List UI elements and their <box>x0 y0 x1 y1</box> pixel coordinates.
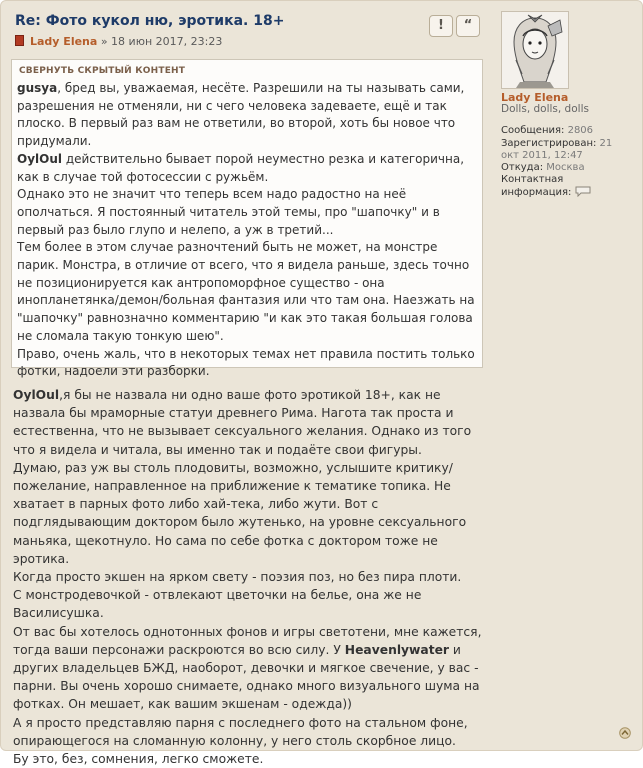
speech-bubble-icon[interactable] <box>575 186 591 197</box>
spoiler-paragraph: gusya, бред вы, уважаемая, несёте. Разрешили на ты называть сами, разрешения не отменяли, ни с чего человека задеваете, ещё и так плоско. В первый раз вам не ответили, во второй, хоть бы новое что придумали. <box>17 81 465 149</box>
username-mention[interactable]: OylOul <box>13 388 60 402</box>
post-icon[interactable] <box>15 35 24 46</box>
profile-rank: Dolls, dolls, dolls <box>501 103 589 115</box>
messages-count[interactable]: 2806 <box>567 125 594 136</box>
profile-registered-date: окт 2011, 12:47 <box>501 150 583 161</box>
content-paragraph: От вас бы хотелось однотонных фонов и игры светотени, мне кажется, тогда ваши персонажи раскроются во всю силу. У Heavenlywater и других владельцев БЖД, наоборот, девочки и мягкое свечение, у вас - парни. Вы очень хорошо снимаете, однако много визуального шума на фотках. Он мешает, как вашим экшенам - одежда)) <box>13 624 482 712</box>
spoiler-paragraph: Однако это не значит что теперь всем надо радостно на неё ополчаться. Я постоянный читатель этой темы, про "шапочку" и в первый раз было глупо и нелепо, а уж в третий... <box>17 187 440 237</box>
profile-contact-label: Контактная <box>501 174 564 185</box>
content-paragraph: Думаю, раз уж вы столь плодовиты, возможно, услышите критику/пожелание, направленное на приближение к тематике топика. Не хватает в парных фото либо хай-тека, либо жути. Вот с подглядывающим доктором было жутенько, на уровне сексуального маньяка, щекотнуло. Но сама по себе фотка с доктором тоже не эротика. <box>13 460 467 566</box>
profile-registered: Зарегистрирован: 21 <box>501 138 613 149</box>
quote-icon: “ <box>463 18 473 33</box>
content-paragraph: С монстродевочкой - отвлекают цветочки на белье, она же не Василисушка. <box>13 588 422 621</box>
post-content <box>13 386 483 768</box>
avatar-image <box>502 12 568 88</box>
back-to-top-icon[interactable] <box>619 727 631 739</box>
profile-messages: Сообщения: 2806 <box>501 125 594 136</box>
spoiler-paragraph: OylOul действительно бывает порой неуместно резка и категорична, как в случае той фотосессии с ружьём. <box>17 151 465 184</box>
content-paragraph: А я просто представляю парня с последнего фото на стальном фоне, опирающегося на сломанную колонну, у него столь скорбное лицо. <box>13 715 468 748</box>
spoiler-paragraph: Тем более в этом случае разночтений быть не может, на монстре парик. Монстра, в отличие от всего, что я видела раньше, здесь точно не позиционируется как антропоморфное существо - она инопланетянка/демон/больная фантазия или что там она. Наезжать на "шапочку" равнозначно комментарию "и как это такая большая голова не сломала такую тонкую шею". <box>17 240 475 343</box>
report-icon: ! <box>438 18 444 33</box>
spoiler-box <box>11 59 483 379</box>
report-button[interactable] <box>429 15 453 37</box>
avatar[interactable] <box>501 11 569 89</box>
post-title[interactable]: Re: Фото кукол ню, эротика. 18+ <box>15 13 285 29</box>
spoiler-paragraph: Право, очень жаль, что в некоторых темах нет правила постить только фотки, надоели эти разборки. <box>17 346 475 379</box>
username-mention[interactable]: gusya <box>17 81 58 95</box>
username-mention[interactable]: Heavenlywater <box>344 642 449 657</box>
content-paragraph: Бу это, без, сомнения, легко сможете. <box>13 752 264 767</box>
content-paragraph: OylOul,я бы не назвала ни одно ваше фото эротикой 18+, как не назвала бы мраморные статуи древнего Рима. Нагота так проста и естественна, что не вызывает сексуального желания. Однако из того что я видела и читала, вы именно так и подаёте свои фигуры. <box>13 388 472 457</box>
spoiler-toggle[interactable]: СВЕРНУТЬ СКРЫТЫЙ КОНТЕНТ <box>19 66 186 76</box>
date-separator: » <box>100 35 108 48</box>
profile-username[interactable]: Lady Elena <box>501 91 569 104</box>
username-mention[interactable]: OylOul <box>17 151 62 166</box>
spoiler-content <box>17 80 479 381</box>
quote-button[interactable] <box>456 15 480 37</box>
post-author[interactable]: Lady Elena <box>30 35 98 48</box>
post-date: 18 июн 2017, 23:23 <box>111 35 223 48</box>
profile-location: Откуда: Москва <box>501 162 585 173</box>
profile-contact: информация: <box>501 186 591 199</box>
content-paragraph: Когда просто экшен на ярком свету - поэзия поз, но без пира плоти. <box>13 570 462 585</box>
post-author-line <box>15 35 222 48</box>
